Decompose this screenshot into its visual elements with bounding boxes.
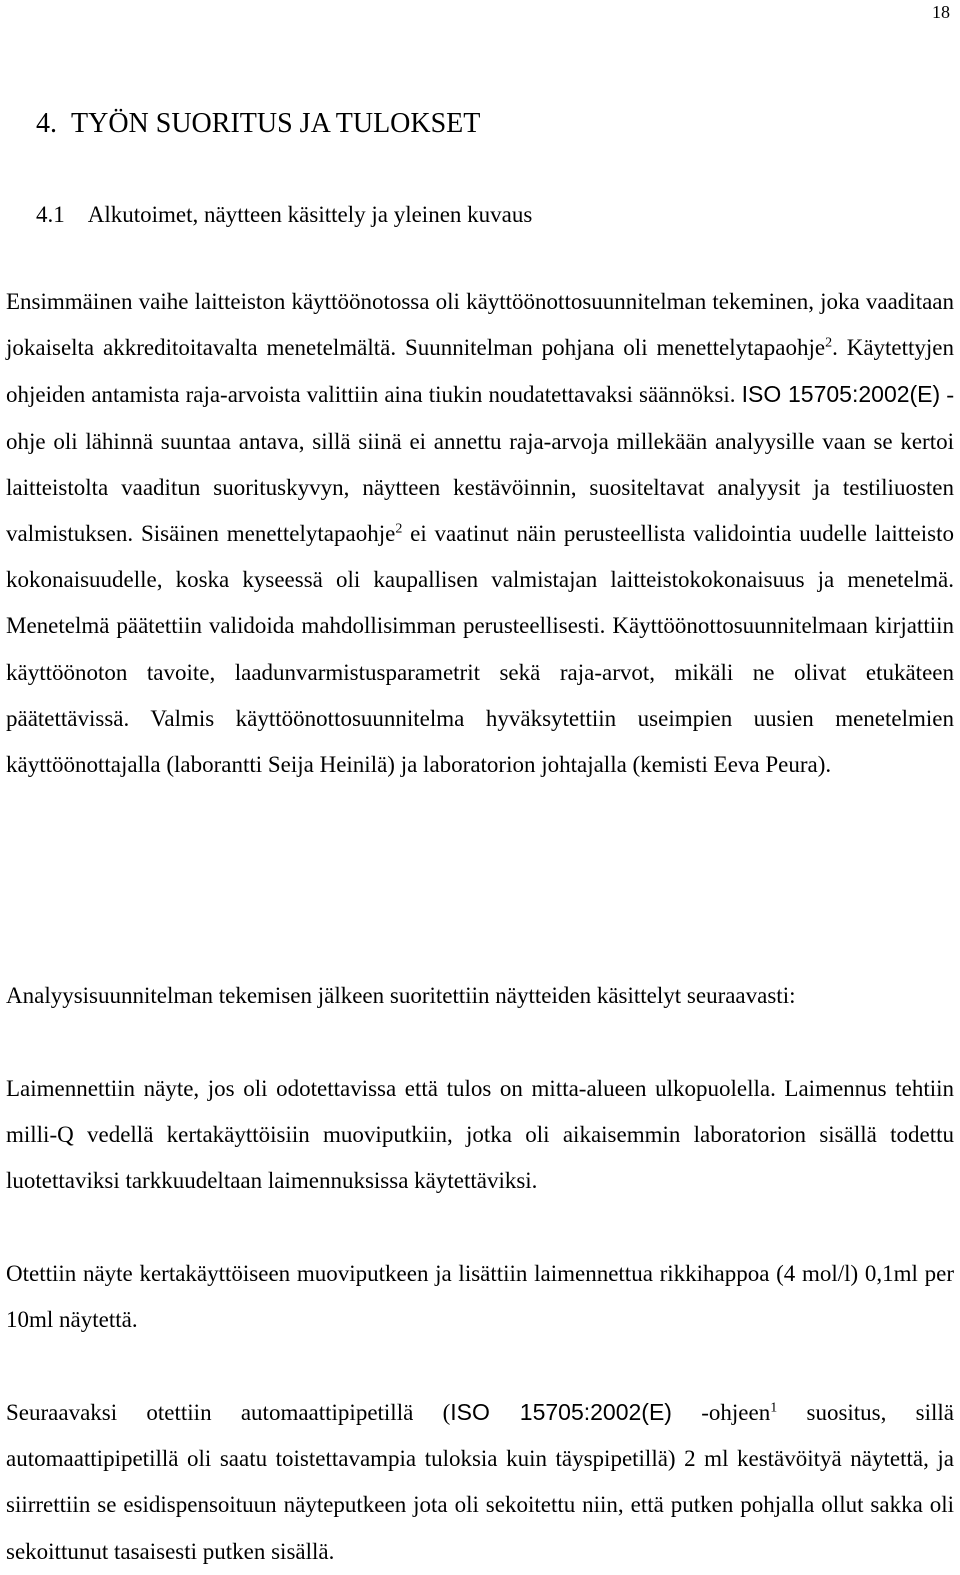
iso-standard-ref: ISO 15705:2002(E)	[450, 1399, 672, 1425]
iso-standard-ref: ISO 15705:2002(E)	[741, 381, 941, 408]
footnote-ref: 2	[825, 335, 833, 351]
paragraph-deployment-plan	[6, 279, 954, 788]
paragraph-text: Ensimmäinen vaihe laitteiston käyttöönotossa oli käyttöönottosuunnitelman tekeminen, joka vaaditaan jokaiselta akkreditoitavalta menetelmältä. Suunnitelman pohjana oli menettelytapaohje	[6, 289, 954, 361]
paragraph-text: ei vaatinut näin perusteellista validointia uudelle laitteisto kokonaisuudelle, koska kyseessä oli kaupallisen valmistajan laitteistokokonaisuus ja menetelmä. Menetelmä päätettiin validoida mahdollisimman perusteellisesti. Käyttöönottosuunnitelmaan kirjattiin käyttöönoton tavoite, laadunvarmistusparametrit sekä raja-arvot, mikäli ne olivat etukäteen päätettävissä. Valmis käyttöönottosuunnitelma hyväksytettiin useimpien uusien menetelmien käyttöönottajalla (laborantti Seija Heinilä) ja laboratorion johtajalla (kemisti Eeva Peura).	[6, 521, 954, 778]
paragraph-pipetting	[6, 1389, 954, 1575]
paragraph-text: . Käytettyjen ohjeiden antamista raja-arvoista valittiin aina tiukin noudatettavaksi säännöksi.	[6, 335, 955, 408]
paragraph-text: suositus, sillä automaattipipetillä oli saatu toistettavampia tuloksia kuin täyspipetillä) 2 ml kestävöityä näytettä, ja siirrettiin se esidispensoituun näyteputkeen jota oli sekoitettu niin, että putken pohjalla ollut sakka oli sekoittunut tasaisesti putken sisällä.	[6, 1400, 954, 1564]
chapter-title-text: TYÖN SUORITUS JA TULOKSET	[71, 108, 481, 139]
paragraph-text: -ohje oli lähinnä suuntaa antava, sillä siinä ei annettu raja-arvoja millekään analyysille vaan se kertoi laitteistolta vaaditun suorituskyvyn, näytteen kestävöinnin, suositeltavat analyysit ja testiliuosten valmistuksen. Sisäinen menettelytapaohje	[6, 382, 954, 547]
footnote-ref: 1	[770, 1400, 778, 1416]
paragraph-dilution: Laimennettiin näyte, jos oli odotettavissa että tulos on mitta-alueen ulkopuolella. Laimennus tehtiin milli-Q vedellä kertakäyttöisiin muoviputkiin, jotka oli aikaisemmin laboratorion sisällä todettu luotettaviksi tarkkuudeltaan laimennuksissa käytettäviksi.	[6, 1076, 954, 1194]
section-title-text: Alkutoimet, näytteen käsittely ja yleinen kuvaus	[87, 202, 533, 227]
chapter-title	[36, 108, 480, 140]
chapter-number: 4.	[36, 108, 57, 139]
section-number: 4.1	[36, 202, 65, 227]
page-number: 18	[932, 2, 950, 22]
footnote-ref: 2	[395, 521, 403, 537]
section-title	[36, 202, 532, 228]
paragraph-acidification: Otettiin näyte kertakäyttöiseen muoviputkeen ja lisättiin laimennettua rikkihappoa (4 mol/l) 0,1ml per 10ml näytettä.	[6, 1261, 954, 1333]
paragraph-text: Seuraavaksi otettiin automaattipipetillä (	[6, 1400, 451, 1425]
paragraph-sample-processing-intro: Analyysisuunnitelman tekemisen jälkeen suoritettiin näytteiden käsittelyt seuraavasti:	[6, 983, 796, 1008]
paragraph-text: -ohjeen	[671, 1400, 771, 1425]
